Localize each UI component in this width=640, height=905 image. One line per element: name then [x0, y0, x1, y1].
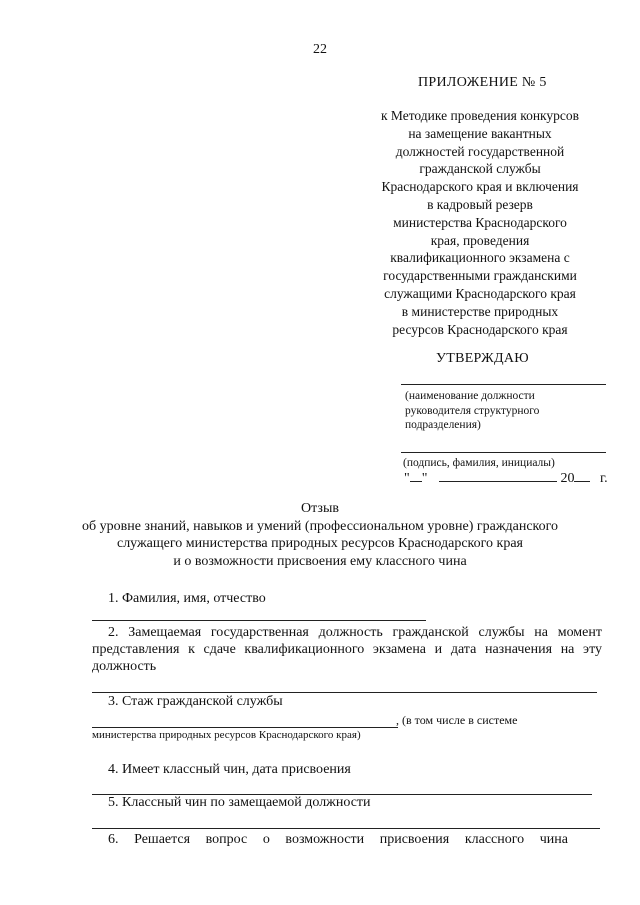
- review-subtitle-line: и о возможности присвоения ему классного чина: [173, 553, 467, 569]
- item-class-rank: 4. Имеет классный чин, дата присвоения: [108, 762, 351, 777]
- item-full-name-line: [92, 620, 426, 621]
- hint-line: руководителя структурного: [405, 404, 540, 417]
- item-service-note-ministry: министерства природных ресурсов Краснодарского края): [92, 729, 361, 741]
- appendix-title: ПРИЛОЖЕНИЕ № 5: [418, 75, 547, 90]
- date-day-blank: [410, 471, 422, 482]
- review-subtitle-line: об уровне знаний, навыков и умений (профессиональном уровне) гражданского: [81, 518, 559, 534]
- review-heading: [0, 500, 640, 570]
- appendix-line: ресурсов Краснодарского края: [392, 321, 568, 337]
- appendix-line: служащими Краснодарского края: [384, 285, 576, 301]
- review-title: Отзыв: [301, 501, 339, 516]
- approval-position-hint: [405, 389, 539, 433]
- date-year-blank: [574, 471, 590, 482]
- approval-position-line: [401, 384, 606, 385]
- review-subtitle-line: служащего министерства природных ресурсов Краснодарского края: [116, 536, 523, 551]
- item-position-line3: должность: [92, 659, 157, 674]
- appendix-line: министерства Краснодарского: [393, 214, 567, 230]
- date-quote-open: ": [404, 471, 410, 486]
- approval-signature-line: [401, 452, 606, 453]
- appendix-subtitle: [360, 107, 600, 338]
- appendix-line: государственными гражданскими: [383, 268, 577, 284]
- item-position-line1: 2. Замещаемая государственная должность гражданской службы на момент: [108, 625, 602, 640]
- approval-date: [404, 471, 608, 487]
- appendix-line: на замещение вакантных: [408, 125, 552, 141]
- approval-signature-hint: (подпись, фамилия, инициалы): [403, 457, 555, 469]
- approval-title: УТВЕРЖДАЮ: [436, 351, 529, 366]
- appendix-line: в кадровый резерв: [427, 196, 533, 212]
- appendix-line: края, проведения: [430, 232, 530, 248]
- appendix-line: в министерстве природных: [401, 303, 559, 319]
- item-service-length: 3. Стаж гражданской службы: [108, 694, 283, 709]
- appendix-line: квалификационного экзамена с: [390, 250, 570, 266]
- appendix-line: Краснодарского края и включения: [381, 179, 579, 195]
- appendix-line: должностей государственной: [395, 143, 565, 159]
- hint-line: подразделения): [405, 419, 481, 431]
- item-class-rank-position: 5. Классный чин по замещаемой должности: [108, 795, 371, 810]
- date-month-blank: [439, 471, 557, 482]
- appendix-line: к Методике проведения конкурсов: [380, 108, 580, 123]
- hint-line: (наименование должности: [405, 390, 535, 402]
- item-service-length-line: [92, 727, 398, 728]
- date-quote-close: ": [421, 471, 428, 486]
- item-full-name: 1. Фамилия, имя, отчество: [108, 591, 266, 606]
- item-class-rank-position-line: [92, 828, 600, 829]
- item-rank-decision: 6. Решается вопрос о возможности присвоения классного чина: [108, 832, 568, 847]
- date-year-suffix: г.: [599, 471, 608, 486]
- item-service-note: , (в том числе в системе: [396, 713, 518, 727]
- date-year-prefix: 20: [560, 471, 575, 486]
- item-position-line2: представления к сдаче квалификационного экзамена и дата назначения на эту: [92, 642, 602, 657]
- page-number: 22: [313, 42, 327, 57]
- appendix-line: гражданской службы: [419, 161, 541, 177]
